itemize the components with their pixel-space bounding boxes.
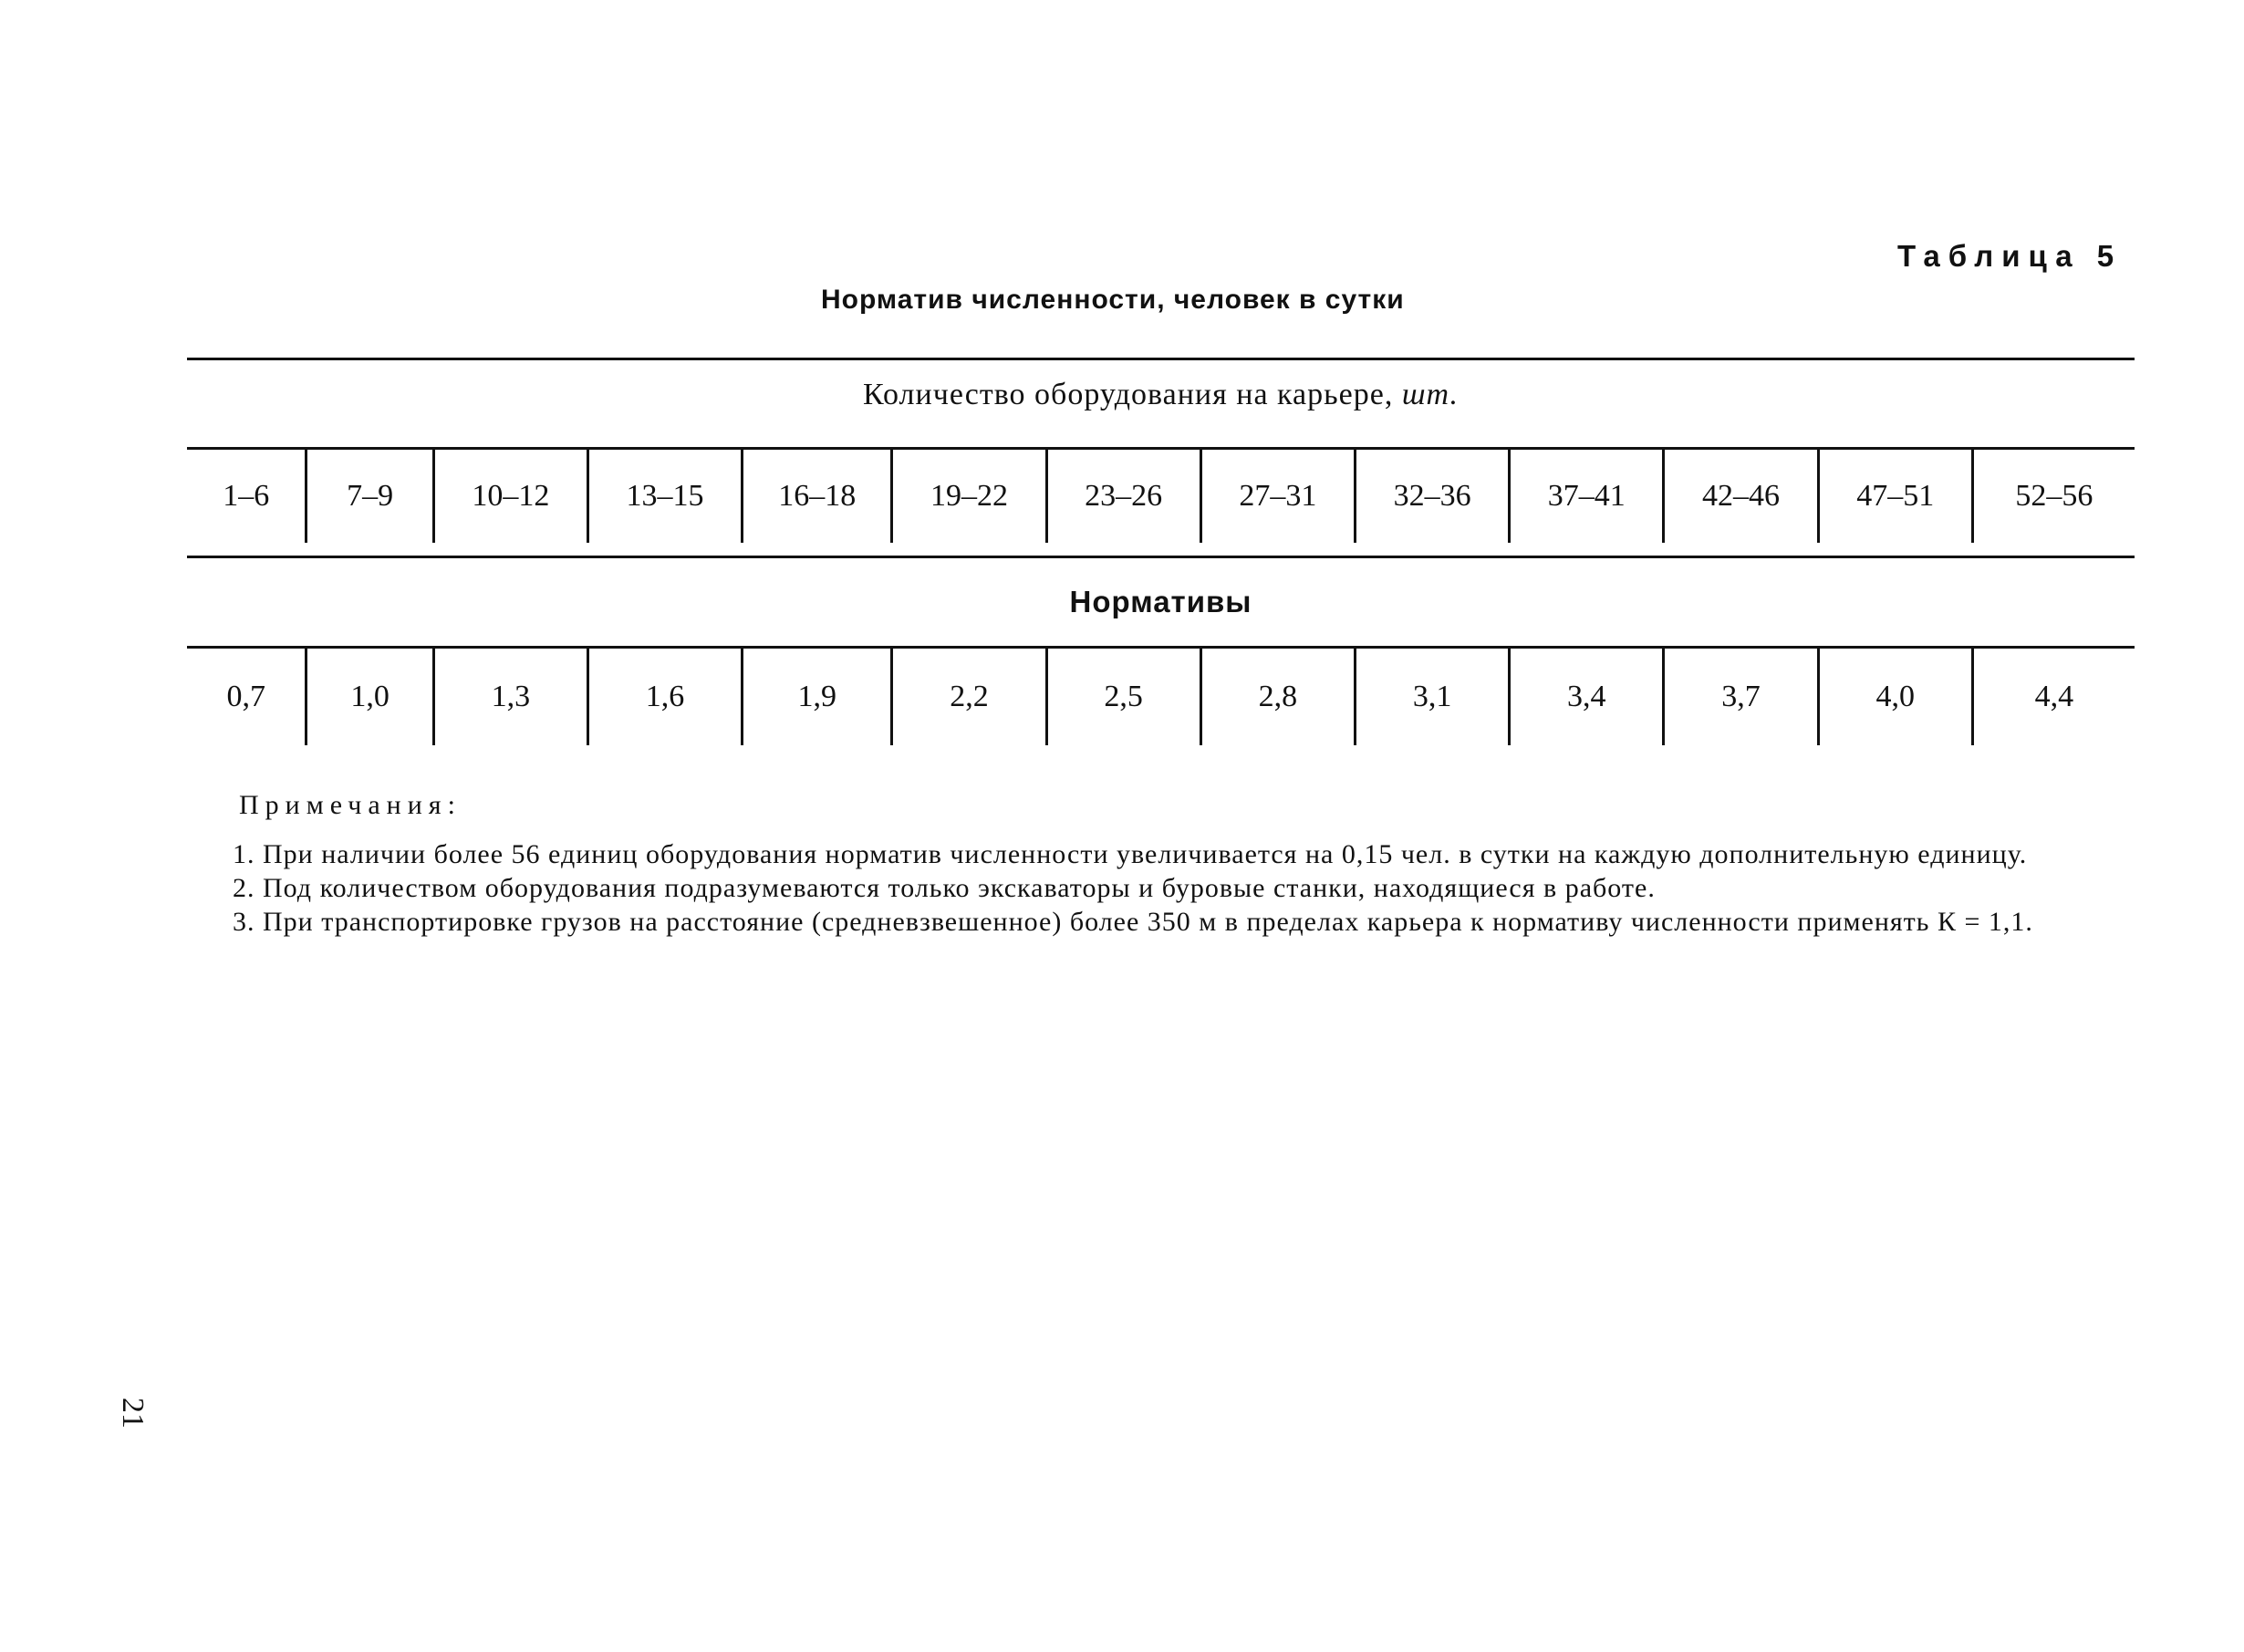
range-cell: 16–18	[741, 450, 890, 543]
range-cell: 42–46	[1662, 450, 1816, 543]
norm-cell: 1,9	[741, 649, 890, 745]
range-cell: 19–22	[890, 450, 1044, 543]
norm-cell: 3,4	[1508, 649, 1662, 745]
range-cell: 10–12	[432, 450, 587, 543]
notes-heading: Примечания:	[239, 790, 462, 820]
norm-cell: 1,3	[432, 649, 587, 745]
equipment-heading	[187, 378, 2135, 412]
table-title: Норматив численности, человек в сутки	[821, 285, 1405, 315]
norms-row	[187, 649, 2135, 745]
range-cell: 27–31	[1200, 450, 1354, 543]
range-cell: 47–51	[1817, 450, 1971, 543]
norm-cell: 4,4	[1971, 649, 2135, 745]
equipment-unit: шт.	[1401, 378, 1459, 411]
range-cell: 13–15	[587, 450, 741, 543]
table-label: Таблица 5	[1897, 239, 2123, 273]
range-cell: 7–9	[305, 450, 431, 543]
norm-cell: 1,6	[587, 649, 741, 745]
range-cell: 52–56	[1971, 450, 2135, 543]
norm-cell: 2,8	[1200, 649, 1354, 745]
ranges-bottom-rule	[187, 556, 2135, 558]
equipment-heading-text: Количество оборудования на карьере,	[863, 378, 1394, 411]
note-item: 1. При наличии более 56 единиц оборудования норматив численности увеличивается на 0,15 чел. в сутки на каждую дополнительную единицу.	[233, 839, 2028, 869]
range-cell: 32–36	[1354, 450, 1508, 543]
page-number: 21	[116, 1397, 150, 1429]
norm-cell: 3,7	[1662, 649, 1816, 745]
norm-cell: 1,0	[305, 649, 431, 745]
table-top-rule	[187, 358, 2135, 360]
norm-cell: 0,7	[226, 680, 265, 713]
range-cell: 1–6	[223, 479, 270, 513]
ranges-row	[187, 450, 2135, 543]
range-cell: 37–41	[1508, 450, 1662, 543]
note-item: 2. Под количеством оборудования подразумеваются только экскаваторы и буровые станки, находящиеся в работе.	[233, 873, 1656, 903]
norms-heading: Нормативы	[1069, 585, 1252, 618]
note-item: 3. При транспортировке грузов на расстояние (средневзвешенное) более 350 м в пределах карьера к нормативу численности применять К = 1,1.	[233, 907, 2033, 937]
norm-cell: 2,5	[1045, 649, 1200, 745]
norm-cell: 2,2	[890, 649, 1044, 745]
notes-list	[178, 837, 2130, 939]
norm-cell: 4,0	[1817, 649, 1971, 745]
range-cell: 23–26	[1045, 450, 1200, 543]
norm-cell: 3,1	[1354, 649, 1508, 745]
